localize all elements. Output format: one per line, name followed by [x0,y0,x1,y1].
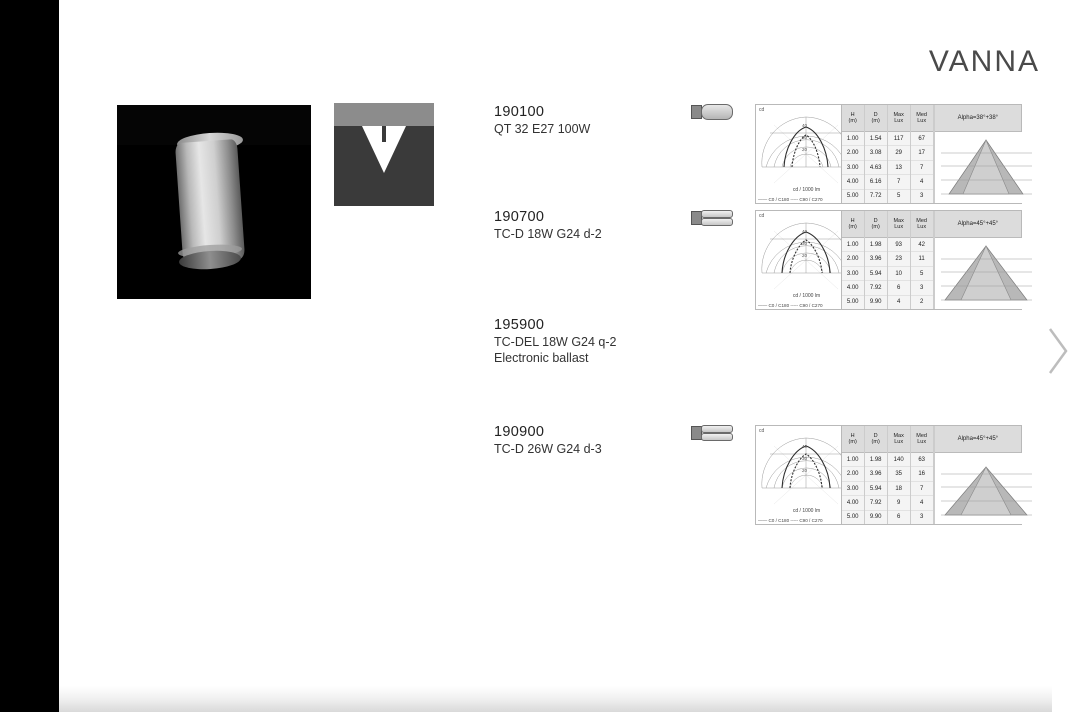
cell: 5 [888,190,910,203]
svg-text:30: 30 [802,456,808,461]
cell: 3.00 [842,161,864,175]
cell: 7.92 [865,281,887,295]
cell: 140 [888,453,910,467]
sheet-bottom-shadow [59,686,1052,712]
table-column-h [842,426,865,524]
table-column-h [842,105,865,203]
svg-text:30: 30 [802,241,808,246]
photometric-block-190100 [755,104,1022,204]
cell: 7 [911,482,933,496]
product-entry-195900 [494,317,617,366]
table-column-max-lux [888,105,911,203]
page-title: VANNA [928,45,1040,78]
polar-footer: cd / 1000 lm [792,187,821,193]
column-header-h: H (m) [842,211,864,238]
column-header-d: D (m) [865,105,887,132]
lamp-compact-fluorescent-twin-icon [691,424,733,440]
beam-cone-svg [935,453,1038,524]
cell: 29 [888,146,910,160]
cell: 18 [888,482,910,496]
cell: 6 [888,281,910,295]
product-description: TC-D 26W G24 d-3 [494,442,602,456]
cell: 1.00 [842,132,864,146]
lamp-compact-fluorescent-twin-icon [691,209,733,225]
beam-angle-label: Alpha=45°+45° [935,211,1021,238]
beam-diagram [934,105,1021,203]
svg-text:20: 20 [802,147,808,152]
cell: 117 [888,132,910,146]
cell: 2.00 [842,252,864,266]
cell: 7 [911,161,933,175]
table-column-d [865,426,888,524]
svg-text:40: 40 [802,444,808,449]
column-header-h: H (m) [842,105,864,132]
product-entry-190100 [494,104,590,138]
product-photo [117,105,311,299]
photometric-block-190900 [755,425,1022,525]
cell: 23 [888,252,910,266]
cell: 3 [911,281,933,295]
cell: 63 [911,453,933,467]
table-column-med-lux [911,211,934,309]
cell: 42 [911,238,933,252]
cell: 7.92 [865,496,887,510]
svg-text:40: 40 [802,229,808,234]
cell: 5.94 [865,267,887,281]
lamp-tube-lower [701,218,733,226]
product-code: 195900 [494,317,545,333]
lamp-tube [701,104,733,120]
column-header-med-lux: Med Lux [911,105,933,132]
cell: 5.94 [865,482,887,496]
polar-diagram [756,105,842,203]
cell: 5.00 [842,190,864,203]
cell: 1.54 [865,132,887,146]
product-code: 190100 [494,104,545,120]
cell: 9.90 [865,511,887,524]
polar-legend: —— C0 / C180 ----- C90 / C270 [758,518,823,523]
beam-cone-svg [935,132,1038,203]
column-header-d: D (m) [865,211,887,238]
cell: 17 [911,146,933,160]
cell: 9.90 [865,296,887,309]
polar-legend: —— C0 / C180 ----- C90 / C270 [758,197,823,202]
cell: 3.00 [842,482,864,496]
product-code: 190900 [494,424,545,440]
cell: 3.96 [865,467,887,481]
cell: 7 [888,175,910,189]
cell: 4.00 [842,281,864,295]
cell: 2.00 [842,467,864,481]
table-column-med-lux [911,426,934,524]
svg-text:40: 40 [802,123,808,128]
polar-diagram [756,211,842,309]
cell: 4.00 [842,496,864,510]
svg-text:20: 20 [802,253,808,258]
cell: 3.00 [842,267,864,281]
column-header-h: H (m) [842,426,864,453]
cell: 4 [911,175,933,189]
cell: 5 [911,267,933,281]
table-column-med-lux [911,105,934,203]
cell: 1.98 [865,453,887,467]
cell: 2 [911,296,933,309]
photometric-table [842,211,934,309]
cell: 67 [911,132,933,146]
product-description-secondary: Electronic ballast [494,350,589,365]
polar-cd-label: cd [759,428,765,434]
polar-cd-label: cd [759,107,765,113]
cell: 6.16 [865,175,887,189]
cell: 11 [911,252,933,266]
cell: 13 [888,161,910,175]
photometric-table [842,426,934,524]
cell: 4.63 [865,161,887,175]
cell: 2.00 [842,146,864,160]
column-header-max-lux: Max Lux [888,211,910,238]
svg-text:30: 30 [802,135,808,140]
table-column-d [865,211,888,309]
cell: 1.98 [865,238,887,252]
product-description: TC-D 18W G24 d-2 [494,227,602,241]
column-header-med-lux: Med Lux [911,211,933,238]
column-header-max-lux: Max Lux [888,426,910,453]
beam-angle-label: Alpha=45°+45° [935,426,1021,453]
section-drawing [334,103,434,206]
photometric-block-190700 [755,210,1022,310]
column-header-max-lux: Max Lux [888,105,910,132]
polar-diagram [756,426,842,524]
beam-angle-label: Alpha=38°+38° [935,105,1021,132]
lamp-tube-upper [701,425,733,433]
cell: 3.96 [865,252,887,266]
table-column-d [865,105,888,203]
cell: 3 [911,511,933,524]
beam-cone-svg [935,238,1038,309]
cell: 93 [888,238,910,252]
polar-legend: —— C0 / C180 ----- C90 / C270 [758,303,823,308]
cell: 5.00 [842,511,864,524]
cell: 6 [888,511,910,524]
cell: 1.00 [842,238,864,252]
lamp-single-ended-halogen-icon [691,103,733,119]
product-description: TC-DEL 18W G24 q-2 [494,335,617,349]
beam-cone-graphic [935,453,1021,524]
cell: 10 [888,267,910,281]
photometric-table [842,105,934,203]
cell: 7.72 [865,190,887,203]
lamp-tube-upper [701,210,733,218]
cell: 1.00 [842,453,864,467]
section-lamp-stem [382,126,386,142]
section-ceiling [334,103,434,126]
table-column-h [842,211,865,309]
cell: 4 [888,296,910,309]
svg-text:20: 20 [802,468,808,473]
cell: 35 [888,467,910,481]
product-code: 190700 [494,209,545,225]
table-column-max-lux [888,426,911,524]
polar-footer: cd / 1000 lm [792,508,821,514]
column-header-d: D (m) [865,426,887,453]
product-entry-190700 [494,209,602,243]
beam-cone-graphic [935,132,1021,203]
beam-diagram [934,426,1021,524]
table-column-max-lux [888,211,911,309]
product-description: QT 32 E27 100W [494,122,591,136]
polar-footer: cd / 1000 lm [792,293,821,299]
polar-cd-label: cd [759,213,765,219]
beam-cone-graphic [935,238,1021,309]
cell: 4.00 [842,175,864,189]
cell: 3 [911,190,933,203]
cell: 9 [888,496,910,510]
cell: 5.00 [842,296,864,309]
cell: 4 [911,496,933,510]
cell: 3.08 [865,146,887,160]
beam-diagram [934,211,1021,309]
column-header-med-lux: Med Lux [911,426,933,453]
viewer-left-margin [0,0,59,712]
product-entry-190900 [494,424,602,458]
cell: 16 [911,467,933,481]
chevron-right-icon[interactable] [1046,325,1070,377]
lamp-tube-lower [701,433,733,441]
